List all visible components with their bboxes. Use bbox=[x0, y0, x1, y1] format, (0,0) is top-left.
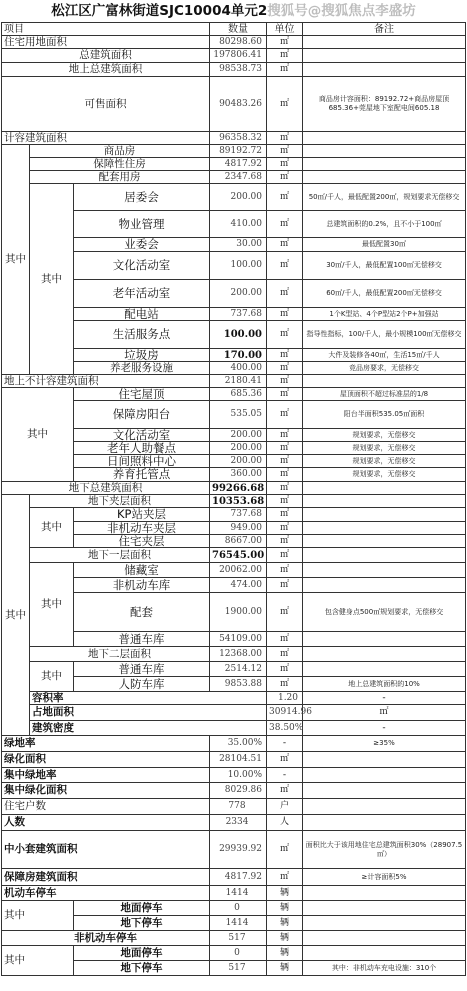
group-label: 其中 bbox=[2, 495, 30, 736]
row-note: 指导性指标，100/千人，最小规模100㎡无偿移交 bbox=[303, 321, 466, 349]
table-row bbox=[2, 158, 466, 171]
group-label: 其中 bbox=[30, 662, 74, 692]
row-value: 12368.00 bbox=[210, 647, 267, 662]
table-row bbox=[2, 145, 466, 158]
row-unit: ㎡ bbox=[267, 783, 303, 799]
row-unit: - bbox=[303, 692, 466, 705]
row-label: 文化活动室 bbox=[74, 429, 210, 442]
table-row bbox=[2, 721, 466, 736]
row-unit: ㎡ bbox=[267, 36, 303, 49]
watermark: 搜狐号@搜狐焦点李盛坊 bbox=[267, 3, 416, 19]
row-unit: ㎡ bbox=[267, 593, 303, 632]
row-value: 200.00 bbox=[210, 429, 267, 442]
row-unit: ㎡ bbox=[267, 132, 303, 145]
table-row bbox=[2, 946, 466, 961]
row-value: 28104.51 bbox=[210, 752, 267, 768]
row-label: 集中绿地率 bbox=[2, 768, 210, 783]
row-note bbox=[303, 158, 466, 171]
table-row bbox=[2, 36, 466, 49]
row-unit: 辆 bbox=[267, 946, 303, 961]
row-note: 规划要求，无偿移交 bbox=[303, 455, 466, 468]
row-note: 规划要求，无偿移交 bbox=[303, 442, 466, 455]
row-label: 配电站 bbox=[74, 308, 210, 321]
row-note bbox=[303, 36, 466, 49]
row-unit: ㎡ bbox=[267, 349, 303, 362]
row-note bbox=[303, 946, 466, 961]
row-value: 4817.92 bbox=[210, 869, 267, 886]
row-note: 阳台半面积535.05㎡面积 bbox=[303, 401, 466, 429]
row-value: 76545.00 bbox=[210, 548, 267, 563]
row-label: KP站夹层 bbox=[74, 508, 210, 522]
row-unit: ㎡ bbox=[267, 158, 303, 171]
row-unit: ㎡ bbox=[267, 508, 303, 522]
row-value: 20062.00 bbox=[210, 563, 267, 578]
row-note: 面积比大于该用地住宅总建筑面积30%（28907.5㎡） bbox=[303, 831, 466, 869]
row-unit: ㎡ bbox=[267, 252, 303, 280]
row-note: 规划要求，无偿移交 bbox=[303, 429, 466, 442]
row-value: 8667.00 bbox=[210, 535, 267, 548]
table-row bbox=[2, 375, 466, 388]
row-label: 绿化面积 bbox=[2, 752, 210, 768]
table-row bbox=[2, 563, 466, 578]
row-note bbox=[303, 145, 466, 158]
table-row bbox=[2, 831, 466, 869]
row-unit: ㎡ bbox=[267, 752, 303, 768]
row-label: 集中绿化面积 bbox=[2, 783, 210, 799]
row-note: ≥计容面积5% bbox=[303, 869, 466, 886]
row-note: 大件及装修各40㎡，生活15㎡/千人 bbox=[303, 349, 466, 362]
row-note bbox=[303, 535, 466, 548]
table-row bbox=[2, 184, 466, 211]
row-unit: ㎡ bbox=[267, 632, 303, 647]
row-note: 60㎡/千人，最低配置200㎡无偿移交 bbox=[303, 280, 466, 308]
row-value: 90483.26 bbox=[210, 77, 267, 132]
row-unit: - bbox=[303, 721, 466, 736]
row-label: 文化活动室 bbox=[74, 252, 210, 280]
row-value: 2180.41 bbox=[210, 375, 267, 388]
row-note bbox=[303, 548, 466, 563]
table-row bbox=[2, 705, 466, 721]
row-note bbox=[303, 799, 466, 815]
header-value: 数量 bbox=[210, 23, 267, 36]
row-label: 地下二层面积 bbox=[30, 647, 210, 662]
row-label: 地下一层面积 bbox=[30, 548, 210, 563]
row-label: 地下夹层面积 bbox=[30, 495, 210, 508]
row-unit: ㎡ bbox=[267, 535, 303, 548]
row-label: 建筑密度 bbox=[30, 721, 267, 736]
group-label: 其中 bbox=[30, 563, 74, 647]
row-label: 地下总建筑面积 bbox=[2, 482, 210, 495]
row-value: 9853.88 bbox=[210, 677, 267, 692]
row-unit: ㎡ bbox=[267, 468, 303, 482]
row-label: 绿地率 bbox=[2, 736, 210, 752]
row-label: 地下停车 bbox=[74, 916, 210, 931]
row-unit: ㎡ bbox=[267, 495, 303, 508]
row-value: 200.00 bbox=[210, 184, 267, 211]
row-label: 非机动车库 bbox=[74, 578, 210, 593]
row-label: 老年活动室 bbox=[74, 280, 210, 308]
row-value: 10.00% bbox=[210, 768, 267, 783]
row-note bbox=[303, 578, 466, 593]
table-row bbox=[2, 388, 466, 401]
table-row bbox=[2, 931, 466, 946]
row-note: 其中：非机动车充电设施：310个 bbox=[303, 961, 466, 976]
row-label: 日间照料中心 bbox=[74, 455, 210, 468]
row-unit: ㎡ bbox=[267, 145, 303, 158]
row-unit: ㎡ bbox=[267, 280, 303, 308]
table-row bbox=[2, 886, 466, 901]
row-value: 170.00 bbox=[210, 349, 267, 362]
row-unit: 辆 bbox=[267, 916, 303, 931]
row-unit: ㎡ bbox=[267, 171, 303, 184]
row-value: 100.00 bbox=[210, 252, 267, 280]
row-note: 1个K型站、4个P型站2个P+加强站 bbox=[303, 308, 466, 321]
row-label: 住宅户数 bbox=[2, 799, 210, 815]
row-value: 197806.41 bbox=[210, 49, 267, 63]
row-unit: ㎡ bbox=[267, 308, 303, 321]
row-value: 517 bbox=[210, 961, 267, 976]
row-label: 人防车库 bbox=[74, 677, 210, 692]
row-note: 屋顶面积不超过标准层的1/8 bbox=[303, 388, 466, 401]
indicator-table bbox=[1, 22, 466, 976]
row-label: 老年人助餐点 bbox=[74, 442, 210, 455]
table-row bbox=[2, 132, 466, 145]
table-row bbox=[2, 548, 466, 563]
row-label: 住宅夹层 bbox=[74, 535, 210, 548]
row-unit: - bbox=[267, 768, 303, 783]
row-value: 0 bbox=[210, 901, 267, 916]
row-unit: ㎡ bbox=[267, 442, 303, 455]
row-unit: 户 bbox=[267, 799, 303, 815]
row-value: 100.00 bbox=[210, 321, 267, 349]
header-note: 备注 bbox=[303, 23, 466, 36]
row-note bbox=[303, 63, 466, 77]
row-value: 517 bbox=[210, 931, 267, 946]
table-row bbox=[2, 508, 466, 522]
table-row bbox=[2, 63, 466, 77]
row-value: 360.00 bbox=[210, 468, 267, 482]
row-value: 30.00 bbox=[210, 238, 267, 252]
table-row bbox=[2, 171, 466, 184]
row-value: 737.68 bbox=[210, 508, 267, 522]
row-label: 生活服务点 bbox=[74, 321, 210, 349]
row-note: 30㎡/千人，最低配置100㎡无偿移交 bbox=[303, 252, 466, 280]
row-label: 地面停车 bbox=[74, 901, 210, 916]
row-unit: ㎡ bbox=[267, 455, 303, 468]
row-note bbox=[303, 49, 466, 63]
row-note bbox=[303, 752, 466, 768]
row-value: 400.00 bbox=[210, 362, 267, 375]
row-value: 200.00 bbox=[210, 442, 267, 455]
row-label: 养老服务设施 bbox=[74, 362, 210, 375]
row-value: 35.00% bbox=[210, 736, 267, 752]
row-unit: ㎡ bbox=[267, 578, 303, 593]
row-note bbox=[303, 482, 466, 495]
table-row bbox=[2, 482, 466, 495]
row-unit: 辆 bbox=[267, 901, 303, 916]
table-row bbox=[2, 662, 466, 677]
row-label: 总建筑面积 bbox=[2, 49, 210, 63]
row-unit: ㎡ bbox=[267, 362, 303, 375]
table-row bbox=[2, 869, 466, 886]
row-label: 保障房建筑面积 bbox=[2, 869, 210, 886]
row-label: 住宅用地面积 bbox=[2, 36, 210, 49]
row-value: 778 bbox=[210, 799, 267, 815]
row-label: 保障房阳台 bbox=[74, 401, 210, 429]
row-label: 业委会 bbox=[74, 238, 210, 252]
row-unit: ㎡ bbox=[267, 184, 303, 211]
row-value: 474.00 bbox=[210, 578, 267, 593]
row-value: 80298.60 bbox=[210, 36, 267, 49]
group-label: 其中 bbox=[2, 946, 74, 976]
row-note bbox=[303, 931, 466, 946]
table-row bbox=[2, 495, 466, 508]
row-label: 地上总建筑面积 bbox=[2, 63, 210, 77]
row-unit: 人 bbox=[267, 815, 303, 831]
row-value: 10353.68 bbox=[210, 495, 267, 508]
row-note bbox=[303, 768, 466, 783]
table-row bbox=[2, 692, 466, 705]
row-unit: ㎡ bbox=[267, 401, 303, 429]
table-row bbox=[2, 752, 466, 768]
table-row bbox=[2, 77, 466, 132]
row-label: 容积率 bbox=[30, 692, 267, 705]
row-note bbox=[303, 901, 466, 916]
row-label: 非机动车停车 bbox=[2, 931, 210, 946]
row-unit: 辆 bbox=[267, 931, 303, 946]
row-unit: ㎡ bbox=[267, 375, 303, 388]
row-label: 物业管理 bbox=[74, 211, 210, 238]
row-note bbox=[303, 662, 466, 677]
row-value: 200.00 bbox=[210, 280, 267, 308]
row-label: 中小套建筑面积 bbox=[2, 831, 210, 869]
row-value: 4817.92 bbox=[210, 158, 267, 171]
row-unit: ㎡ bbox=[267, 49, 303, 63]
row-note: 竞品房要求，无偿移交 bbox=[303, 362, 466, 375]
row-unit: ㎡ bbox=[267, 238, 303, 252]
header-item: 项目 bbox=[2, 23, 210, 36]
row-unit: ㎡ bbox=[267, 563, 303, 578]
group-label: 其中 bbox=[2, 145, 30, 375]
group-label: 其中 bbox=[2, 901, 74, 931]
row-label: 保障性住房 bbox=[30, 158, 210, 171]
group-label: 其中 bbox=[30, 508, 74, 548]
row-value: 8029.86 bbox=[210, 783, 267, 799]
table-row bbox=[2, 901, 466, 916]
table-row bbox=[2, 647, 466, 662]
row-unit: ㎡ bbox=[267, 211, 303, 238]
row-value: 29939.92 bbox=[210, 831, 267, 869]
row-value: 2514.12 bbox=[210, 662, 267, 677]
row-note bbox=[303, 916, 466, 931]
row-value: 737.68 bbox=[210, 308, 267, 321]
row-unit: ㎡ bbox=[267, 869, 303, 886]
row-value: 1900.00 bbox=[210, 593, 267, 632]
table-row bbox=[2, 799, 466, 815]
group-label: 其中 bbox=[30, 184, 74, 375]
row-value: 200.00 bbox=[210, 455, 267, 468]
row-label: 商品房 bbox=[30, 145, 210, 158]
row-note: 最低配置30㎡ bbox=[303, 238, 466, 252]
row-note bbox=[303, 171, 466, 184]
row-note bbox=[303, 632, 466, 647]
row-note: 包含健身点500㎡规划要求，无偿移交 bbox=[303, 593, 466, 632]
table-row bbox=[2, 815, 466, 831]
row-unit: - bbox=[267, 736, 303, 752]
row-note bbox=[303, 815, 466, 831]
row-note: 商品房计容面积：89192.72+商品房屋顶685.36+莞屋地下室配电间605.18 bbox=[303, 77, 466, 132]
row-unit: ㎡ bbox=[267, 522, 303, 535]
row-label: 人数 bbox=[2, 815, 210, 831]
row-value: 2347.68 bbox=[210, 171, 267, 184]
title-text: 松江区广富林街道SJC10004单元2 bbox=[51, 3, 268, 19]
row-value: 1.20 bbox=[267, 692, 303, 705]
row-label: 机动车停车 bbox=[2, 886, 210, 901]
row-label: 配套用房 bbox=[30, 171, 210, 184]
row-unit: 辆 bbox=[267, 886, 303, 901]
row-note bbox=[303, 522, 466, 535]
row-label: 可售面积 bbox=[2, 77, 210, 132]
group-label: 其中 bbox=[2, 388, 74, 482]
row-label: 地上不计容建筑面积 bbox=[2, 375, 210, 388]
row-unit: ㎡ bbox=[267, 647, 303, 662]
row-unit: ㎡ bbox=[303, 705, 466, 721]
row-unit: ㎡ bbox=[267, 77, 303, 132]
row-value: 38.50% bbox=[267, 721, 303, 736]
table-header-row bbox=[2, 23, 466, 36]
row-label: 非机动车夹层 bbox=[74, 522, 210, 535]
table-row bbox=[2, 768, 466, 783]
row-value: 89192.72 bbox=[210, 145, 267, 158]
row-note bbox=[303, 886, 466, 901]
row-note: 50㎡/千人，最低配置200㎡，规划要求无偿移交 bbox=[303, 184, 466, 211]
row-value: 2334 bbox=[210, 815, 267, 831]
row-value: 535.05 bbox=[210, 401, 267, 429]
row-value: 1414 bbox=[210, 916, 267, 931]
row-note bbox=[303, 132, 466, 145]
row-note bbox=[303, 495, 466, 508]
row-value: 54109.00 bbox=[210, 632, 267, 647]
row-label: 占地面积 bbox=[30, 705, 267, 721]
row-label: 住宅屋顶 bbox=[74, 388, 210, 401]
row-value: 96358.32 bbox=[210, 132, 267, 145]
row-unit: ㎡ bbox=[267, 548, 303, 563]
row-label: 普通车库 bbox=[74, 632, 210, 647]
row-value: 30914.96 bbox=[267, 705, 303, 721]
row-note: 地上总建筑面积的10% bbox=[303, 677, 466, 692]
row-unit: ㎡ bbox=[267, 662, 303, 677]
row-label: 垃圾房 bbox=[74, 349, 210, 362]
row-value: 1414 bbox=[210, 886, 267, 901]
table-row bbox=[2, 783, 466, 799]
row-note bbox=[303, 783, 466, 799]
row-label: 普通车库 bbox=[74, 662, 210, 677]
row-note bbox=[303, 375, 466, 388]
row-value: 98538.73 bbox=[210, 63, 267, 77]
table-row bbox=[2, 49, 466, 63]
row-unit: ㎡ bbox=[267, 831, 303, 869]
row-unit: ㎡ bbox=[267, 429, 303, 442]
page-title bbox=[0, 0, 467, 22]
row-unit: ㎡ bbox=[267, 321, 303, 349]
row-label: 居委会 bbox=[74, 184, 210, 211]
row-note bbox=[303, 647, 466, 662]
row-label: 计容建筑面积 bbox=[2, 132, 210, 145]
row-value: 949.00 bbox=[210, 522, 267, 535]
row-unit: ㎡ bbox=[267, 63, 303, 77]
row-note bbox=[303, 563, 466, 578]
row-label: 地下停车 bbox=[74, 961, 210, 976]
table-row bbox=[2, 736, 466, 752]
row-unit: ㎡ bbox=[267, 482, 303, 495]
row-label: 养育托管点 bbox=[74, 468, 210, 482]
row-label: 配套 bbox=[74, 593, 210, 632]
row-unit: ㎡ bbox=[267, 388, 303, 401]
row-note: 总建筑面积的0.2%，且不小于100㎡ bbox=[303, 211, 466, 238]
row-label: 地面停车 bbox=[74, 946, 210, 961]
row-note: ≥35% bbox=[303, 736, 466, 752]
row-unit: ㎡ bbox=[267, 677, 303, 692]
row-value: 0 bbox=[210, 946, 267, 961]
row-label: 储藏室 bbox=[74, 563, 210, 578]
row-value: 685.36 bbox=[210, 388, 267, 401]
row-value: 99266.68 bbox=[210, 482, 267, 495]
row-value: 410.00 bbox=[210, 211, 267, 238]
row-unit: 辆 bbox=[267, 961, 303, 976]
row-note bbox=[303, 508, 466, 522]
header-unit: 单位 bbox=[267, 23, 303, 36]
row-note: 规划要求，无偿移交 bbox=[303, 468, 466, 482]
